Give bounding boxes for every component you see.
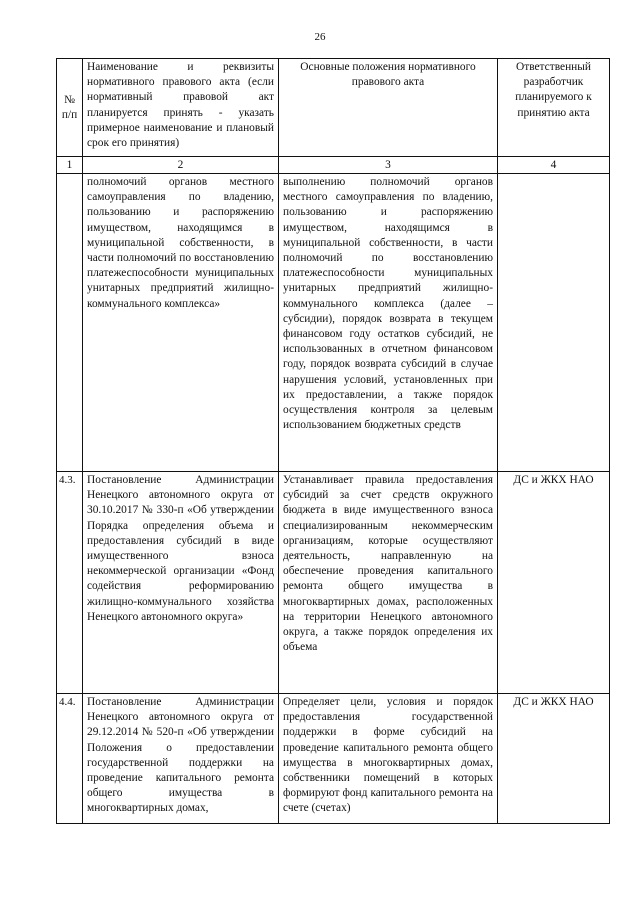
table-header-row [57, 59, 610, 157]
table-row [57, 174, 610, 472]
column-number: 3 [279, 157, 498, 174]
row-number: 4.3. [57, 472, 83, 694]
acts-table [56, 58, 610, 824]
act-provisions: выполнению полномочий органов местного самоуправления по владению, пользованию и распоряжению имуществом, находящимся в муниципальной собственности, в части полномочий по восстановлению платежеспособности муниципальных унитарных предприятий жилищно-коммунального комплекса (далее – субсидии), порядок возврата в текущем финансовом году остатков субсидий, не использованных в отчетном финансовом году, порядок возврата субсидий в случае нарушения условий, установленных при их предоставлении, а также порядок осуществления контроля за целевым использованием бюджетных средств [279, 174, 498, 472]
header-provisions: Основные положения нормативного правового акта [279, 59, 498, 157]
act-provisions: Устанавливает правила предоставления субсидий за счет средств окружного бюджета в виде имущественного взноса специализированным некоммерческим организациям, которые осуществляют деятельность, направленную на обеспечение проведения капитального ремонта общего имущества в многоквартирных домах, расположенных на территории Ненецкого автономного округа, а также порядок определения их объема [279, 472, 498, 694]
table-row [57, 694, 610, 824]
column-numbers-row [57, 157, 610, 174]
column-number: 1 [57, 157, 83, 174]
column-number: 4 [498, 157, 610, 174]
header-act-name: Наименование и реквизиты нормативного правового акта (если нормативный правовой акт планируется принять - указать примерное наименование и плановый срок его принятия) [83, 59, 279, 157]
act-name: полномочий органов местного самоуправления по владению, пользованию и распоряжению имуществом, находящимся в муниципальной собственности, в части полномочий по восстановлению платежеспособности муниципальных унитарных предприятий жилищно-коммунального комплекса» [83, 174, 279, 472]
responsible-developer [498, 174, 610, 472]
header-responsible: Ответственный разработчик планируемого к принятию акта [498, 59, 610, 157]
act-name: Постановление Администрации Ненецкого автономного округа от 30.10.2017 № 330-п «Об утверждении Порядка определения объема и предоставления субсидий в виде имущественного взноса некоммерческой организации «Фонд содействия реформированию жилищно-коммунального хозяйства Ненецкого автономного округа» [83, 472, 279, 694]
act-provisions: Определяет цели, условия и порядок предоставления государственной поддержки в форме субсидий на проведение капитального ремонта общего имущества в многоквартирных домах, собственники помещений в которых формируют фонд капитального ремонта на счете (счетах) [279, 694, 498, 824]
act-name: Постановление Администрации Ненецкого автономного округа от 29.12.2014 № 520-п «Об утверждении Положения о предоставлении государственной поддержки на проведение капитального ремонта общего имущества в многоквартирных домах, [83, 694, 279, 824]
header-number: № п/п [57, 59, 83, 157]
table-row [57, 472, 610, 694]
responsible-developer: ДС и ЖКХ НАО [498, 472, 610, 694]
row-number [57, 174, 83, 472]
responsible-developer: ДС и ЖКХ НАО [498, 694, 610, 824]
column-number: 2 [83, 157, 279, 174]
row-number: 4.4. [57, 694, 83, 824]
page-number: 26 [314, 31, 326, 43]
